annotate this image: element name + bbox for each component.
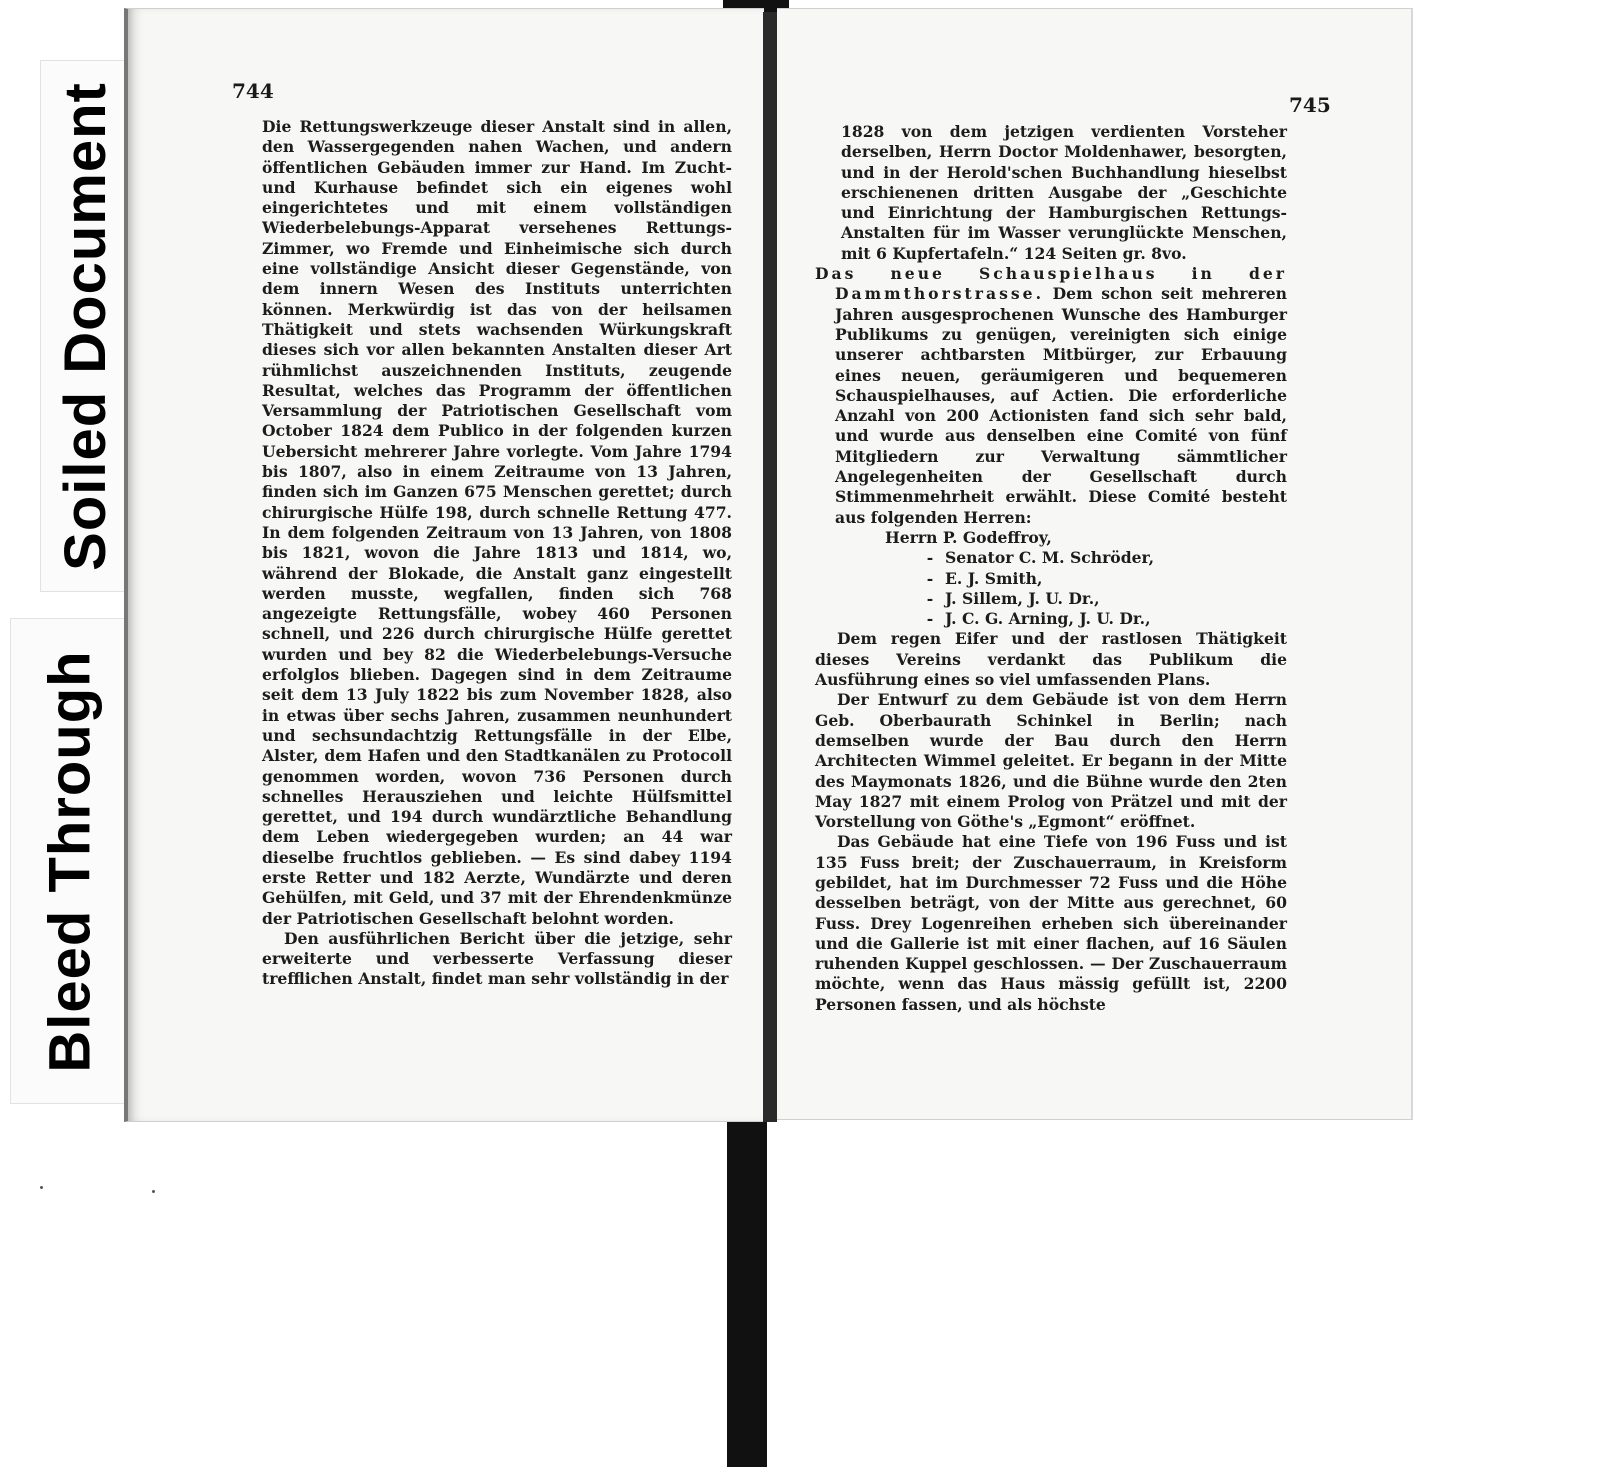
dash-mark: - [926, 588, 934, 608]
member-name: E. J. Smith, [945, 568, 1043, 588]
soiled-document-text: Soiled Document [52, 81, 118, 571]
section-paragraph-4: Das Gebäude hat eine Tiefe von 196 Fuss und ist 135 Fuss breit; der Zuschauerraum, in Kreisform gebildet, hat im Durchmesser 72 Fuss und die Höhe desselben beträgt, von der Mitte aus gerechnet, 60 Fuss. Drey Logenreihen erheben sich übereinander und die Gallerie ist mit einer flachen, auf 16 Säulen ruhenden Kuppel geschlossen. — Der Zuschauerraum möchte, wenn das Haus mässig gefüllt ist, 2200 Personen fassen, und als höchste [815, 832, 1287, 1014]
left-paragraph-2: Den ausführlichen Bericht über die jetzige, sehr erweiterte und verbesserte Verfassung dieser trefflichen Anstalt, findet man sehr vollständig in der [262, 928, 732, 989]
right-page-body [815, 122, 1287, 1015]
member-name: Senator C. M. Schröder, [945, 548, 1155, 568]
left-page-body [262, 117, 732, 990]
section-paragraph-2: Dem regen Eifer und der rastlosen Thätigkeit dieses Vereins verdankt das Publikum die Ausführung eines so viel umfassenden Plans. [815, 629, 1287, 690]
page-gutter [763, 12, 777, 1122]
left-paragraph-1: Die Rettungswerkzeuge dieser Anstalt sind in allen, den Wassergegenden nahen Wachen, und andern öffentlichen Gebäuden immer zur Hand. Im Zucht- und Kurhause befindet sich ein eigenes wohl eingerichtetes und mit einem vollständigen Wiederbelebungs-Apparat versehenes Rettungs-Zimmer, wo Fremde und Einheimische sich durch eine vollständige Ansicht dieser Gegenstände, von dem innern Wesen des Instituts unterrichten können. Merkwürdig ist das von der heilsamen Thätigkeit und stets wachsenden Würkungskraft dieses sich vor allen bekannten Anstalten dieser Art rühmlichst auszeichnenden Instituts, zeugende Resultat, welches das Programm der öffentlichen Versammlung der Patriotischen Gesellschaft vom October 1824 dem Publico in der folgenden kurzen Uebersicht mehrerer Jahre vorlegte. Vom Jahre 1794 bis 1807, also in einem Zeitraume von 13 Jahren, finden sich im Ganzen 675 Menschen gerettet; durch chirurgische Hülfe 198, durch schnelle Rettung 477. In dem folgenden Zeitraum von 13 Jahren, von 1808 bis 1821, wovon die Jahre 1813 und 1814, wo, während der Blokade, die Anstalt ganz eingestellt werden musste, wegfallen, finden sich 768 angezeigte Rettungsfälle, wobey 460 Personen schnell, und 226 durch chirurgische Hülfe gerettet wurden und bey 82 die Wiederbelebungs-Versuche erfolglos blieben. Dagegen sind in dem Zeitraume seit dem 13 July 1822 bis zum November 1828, also in etwas über sechs Jahren, zusammen neunhundert und sechsundachtzig Rettungsfälle in der Elbe, Alster, dem Hafen und den Stadtkanälen zu Protocoll genommen worden, wovon 736 Personen durch schnelles Herausziehen und leichte Hülfsmittel gerettet, und 194 durch wundärztliche Behandlung dem Leben wiedergegeben wurden; an 44 war dieselbe fruchtlos geblieben. — Es sind dabey 1194 erste Retter und 182 Aerzte, Wundärzte und deren Gehülfen, mit Geld, und 37 mit der Ehrendenkmünze der Patriotischen Gesellschaft belohnt worden. [262, 117, 732, 928]
list-item [815, 548, 1287, 568]
member-name: J. Sillem, J. U. Dr., [945, 588, 1100, 608]
left-page [124, 8, 764, 1122]
dash-mark: - [926, 568, 934, 588]
dust-speck [152, 1190, 155, 1193]
bleed-through-text: Bleed Through [37, 649, 103, 1073]
right-section [815, 264, 1287, 528]
list-item [815, 589, 1287, 609]
committee-list [815, 528, 1287, 629]
right-page [777, 8, 1413, 1120]
page-number-right: 745 [1289, 93, 1331, 117]
section-paragraph-1: Dem schon seit mehreren Jahren ausgesprochenen Wunsche des Hamburger Publikums zu genügen, vereinigten sich einige unserer achtbarsten Mitbürger, zur Erbauung eines neuen, geräumigeren und bequemeren Schauspielhauses, auf Actien. Die erforderliche Anzahl von 200 Actionisten fand sich sehr bald, und wurde aus denselben eine Comité von fünf Mitgliedern zur Verwaltung sämmtlicher Angelegenheiten der Gesellschaft durch Stimmenmehrheit erwählt. Diese Comité besteht aus folgenden Herren: [835, 284, 1287, 527]
book-spine-bottom [727, 1122, 767, 1467]
member-name: J. C. G. Arning, J. U. Dr., [945, 609, 1151, 629]
section-heading: Das neue Schauspielhaus in der Dammthorstrasse. [815, 264, 1287, 304]
dash-mark: - [926, 548, 934, 568]
section-paragraph-3: Der Entwurf zu dem Gebäude ist von dem Herrn Geb. Oberbaurath Schinkel in Berlin; nach demselben wurde der Bau durch den Herrn Architecten Wimmel geleitet. Er begann in der Mitte des Maymonats 1826, und die Bühne wurde den 2ten May 1827 mit einem Prolog von Prätzel und mit der Vorstellung von Göthe's „Egmont“ eröffnet. [815, 690, 1287, 832]
list-item [815, 528, 1287, 548]
dash-mark: - [926, 609, 934, 629]
soiled-document-label [40, 60, 130, 592]
right-intro-paragraph: 1828 von dem jetzigen verdienten Vorsteher derselben, Herrn Doctor Moldenhawer, besorgten, und in der Herold'schen Buchhandlung hieselbst erschienenen dritten Ausgabe der „Geschichte und Einrichtung der Hamburgischen Rettungs-Anstalten für im Wasser verunglückte Menschen, mit 6 Kupfertafeln.“ 124 Seiten gr. 8vo. [841, 122, 1287, 263]
bleed-through-label [10, 618, 130, 1104]
list-item [815, 569, 1287, 589]
member-name: Herrn P. Godeffroy, [885, 527, 1052, 547]
list-item [815, 609, 1287, 629]
dust-speck [40, 1186, 43, 1189]
page-number-left: 744 [232, 79, 274, 103]
